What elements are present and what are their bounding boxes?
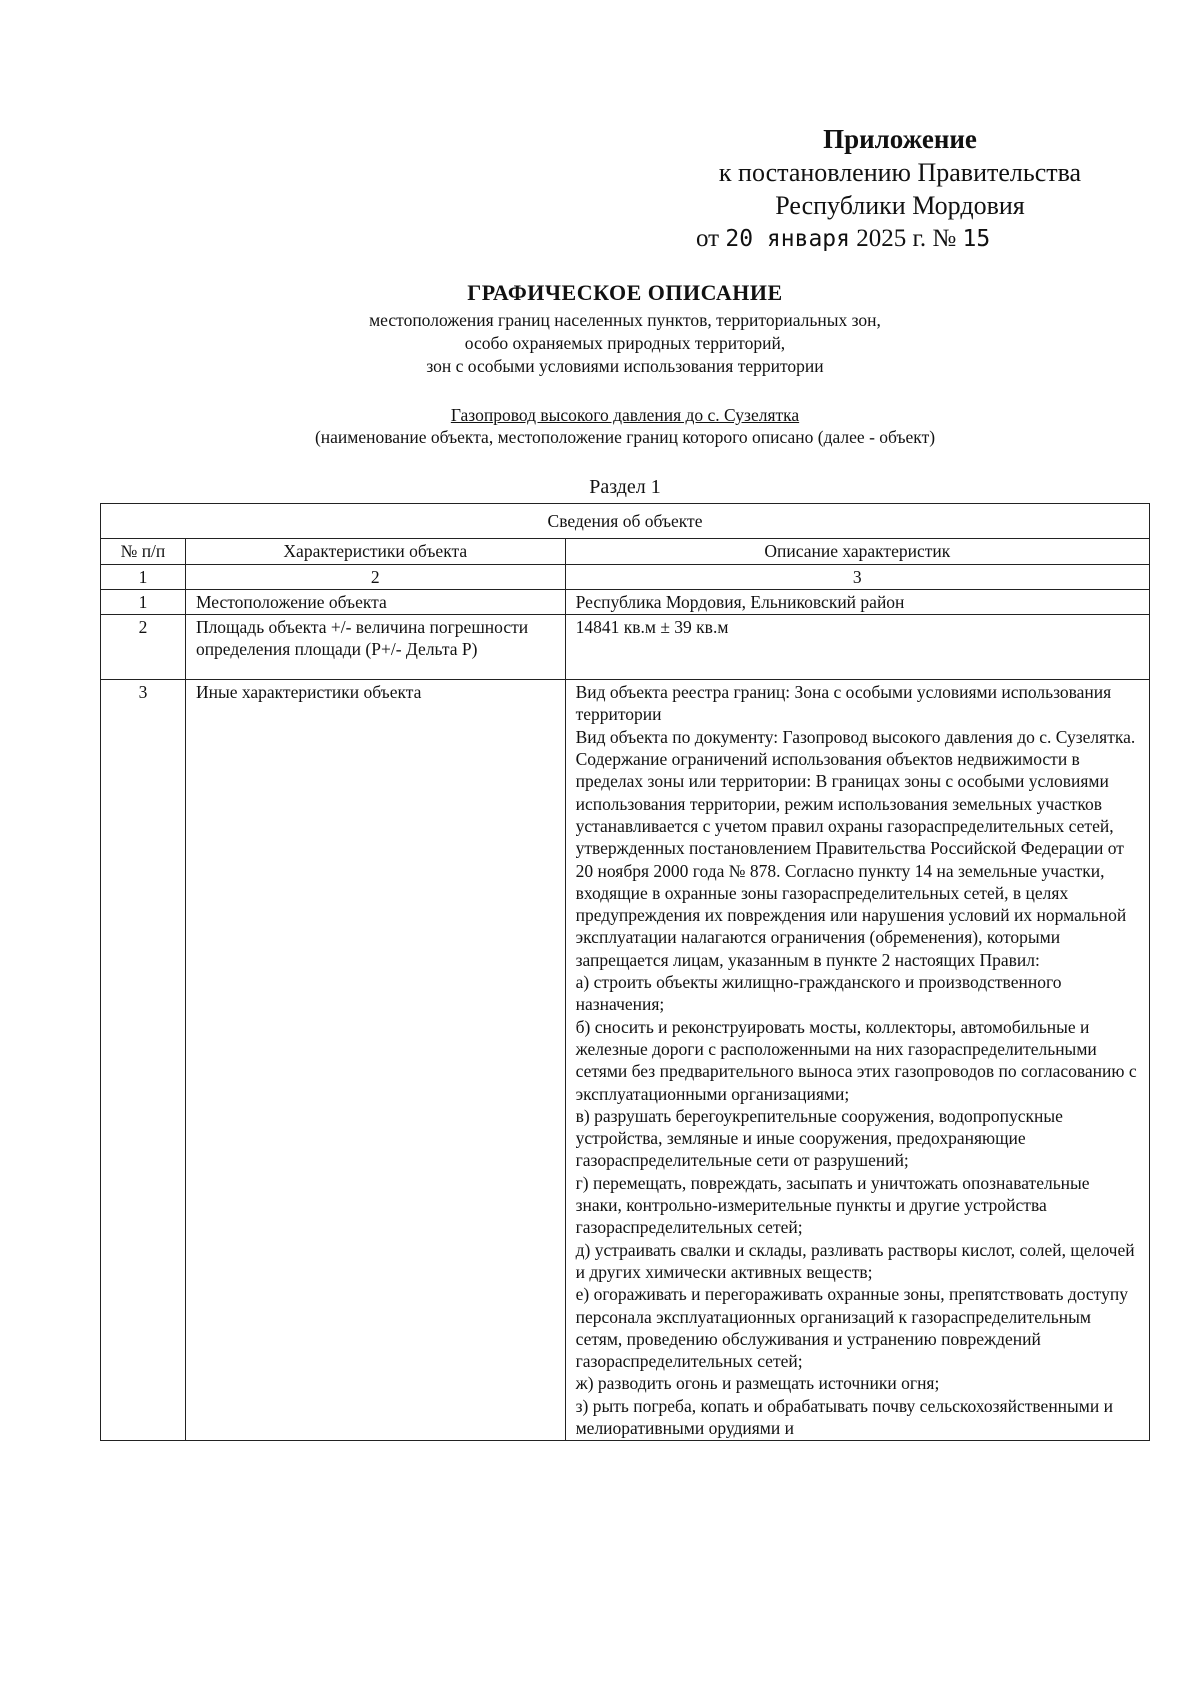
column-number: 1 <box>101 564 186 589</box>
row-number: 3 <box>101 680 186 1441</box>
appendix-date <box>690 222 1110 256</box>
object-caption: (наименование объекта, местоположение границ которого описано (далее - объект) <box>314 427 936 447</box>
description-paragraph: Содержание ограничений использования объектов недвижимости в пределах зоны или территории: В границах зоны с особыми условиями использования территории, режим использования земельных участков устанавливается с учетом правил охраны газораспределительных сетей, утвержденных постановлением Правительства Российской Федерации от 20 ноября 2000 года № 878. Согласно пункту 14 на земельные участки, входящие в охранные зоны газораспределительных сетей, в целях предупреждения их повреждения или нарушения условий их нормальной эксплуатации налагаются ограничения (обременения), которыми запрещается лицам, указанным в пункте 2 настоящих Правил: <box>575 749 1127 970</box>
table-numbering-row <box>101 564 1150 589</box>
description-paragraph: г) перемещать, повреждать, засыпать и уничтожать опознавательные знаки, контрольно-измерительные пункты и другие устройства газораспределительных сетей; <box>575 1172 1090 1238</box>
row-characteristic: Местоположение объекта <box>185 589 565 614</box>
appendix-line-2: Республики Мордовия <box>775 191 1025 220</box>
description-paragraph: з) рыть погреба, копать и обрабатывать почву сельскохозяйственными и мелиоративными орудиями и <box>575 1395 1113 1438</box>
subtitle-line: местоположения границ населенных пунктов, территориальных зон, <box>369 310 881 330</box>
description-paragraph: ж) разводить огонь и размещать источники огня; <box>575 1373 940 1394</box>
row-number: 2 <box>101 615 186 680</box>
row-description: 14841 кв.м ± 39 кв.м <box>565 615 1149 680</box>
section-label: Раздел 1 <box>589 476 661 498</box>
date-day-month: 20 января <box>725 226 850 252</box>
description-paragraph: Вид объекта реестра границ: Зона с особыми условиями использования территории <box>575 682 1112 725</box>
appendix-title: Приложение <box>823 124 977 154</box>
table-caption-row <box>101 504 1150 539</box>
document-subtitle <box>0 309 1200 378</box>
document-title: ГРАФИЧЕСКОЕ ОПИСАНИЕ <box>467 280 783 305</box>
table-row <box>101 615 1150 680</box>
document-number: 15 <box>962 226 991 252</box>
description-paragraph: е) огораживать и перегораживать охранные зоны, препятствовать доступу персонала эксплуатационных организаций к газораспределительным сетям, проведению обслуживания и устранению повреждений газораспределительных сетей; <box>575 1284 1128 1372</box>
subtitle-line: особо охраняемых природных территорий, <box>464 333 786 353</box>
column-number: 2 <box>185 564 565 589</box>
header-number: № п/п <box>101 539 186 564</box>
description-paragraph: в) разрушать берегоукрепительные сооружения, водопропускные устройства, земляные и иные сооружения, предохраняющие газораспределительные сети от разрушений; <box>575 1105 1063 1171</box>
subtitle-line: зон с особыми условиями использования территории <box>426 356 824 376</box>
table-row <box>101 680 1150 1441</box>
date-year: 2025 г. № <box>856 225 957 252</box>
description-paragraph: а) строить объекты жилищно-гражданского и производственного назначения; <box>575 972 1062 1015</box>
appendix-block <box>690 122 1110 256</box>
date-prefix: от <box>696 225 720 252</box>
description-paragraph: д) устраивать свалки и склады, разливать растворы кислот, солей, щелочей и других химически активных веществ; <box>575 1239 1135 1282</box>
object-name: Газопровод высокого давления до с. Сузелятка <box>450 405 800 425</box>
row-characteristic: Иные характеристики объекта <box>185 680 565 1441</box>
column-number: 3 <box>565 564 1149 589</box>
table-row <box>101 589 1150 614</box>
row-description: Республика Мордовия, Ельниковский район <box>565 589 1149 614</box>
description-paragraph: б) сносить и реконструировать мосты, коллекторы, автомобильные и железные дороги с расположенными на них газораспределительными сетями без предварительного выноса этих газопроводов по согласованию с эксплуатационными организациями; <box>575 1016 1137 1104</box>
appendix-line-1: к постановлению Правительства <box>718 158 1082 187</box>
header-description: Описание характеристик <box>565 539 1149 564</box>
table-header-row <box>101 539 1150 564</box>
row-characteristic: Площадь объекта +/- величина погрешности определения площади (Р+/- Дельта Р) <box>185 615 565 680</box>
description-paragraph: Вид объекта по документу: Газопровод высокого давления до с. Сузелятка. <box>575 726 1136 747</box>
row-description <box>565 680 1149 1441</box>
object-info-table <box>100 503 1150 1441</box>
object-name-block <box>0 404 1200 448</box>
header-characteristics: Характеристики объекта <box>185 539 565 564</box>
row-number: 1 <box>101 589 186 614</box>
table-caption: Сведения об объекте <box>101 504 1150 539</box>
